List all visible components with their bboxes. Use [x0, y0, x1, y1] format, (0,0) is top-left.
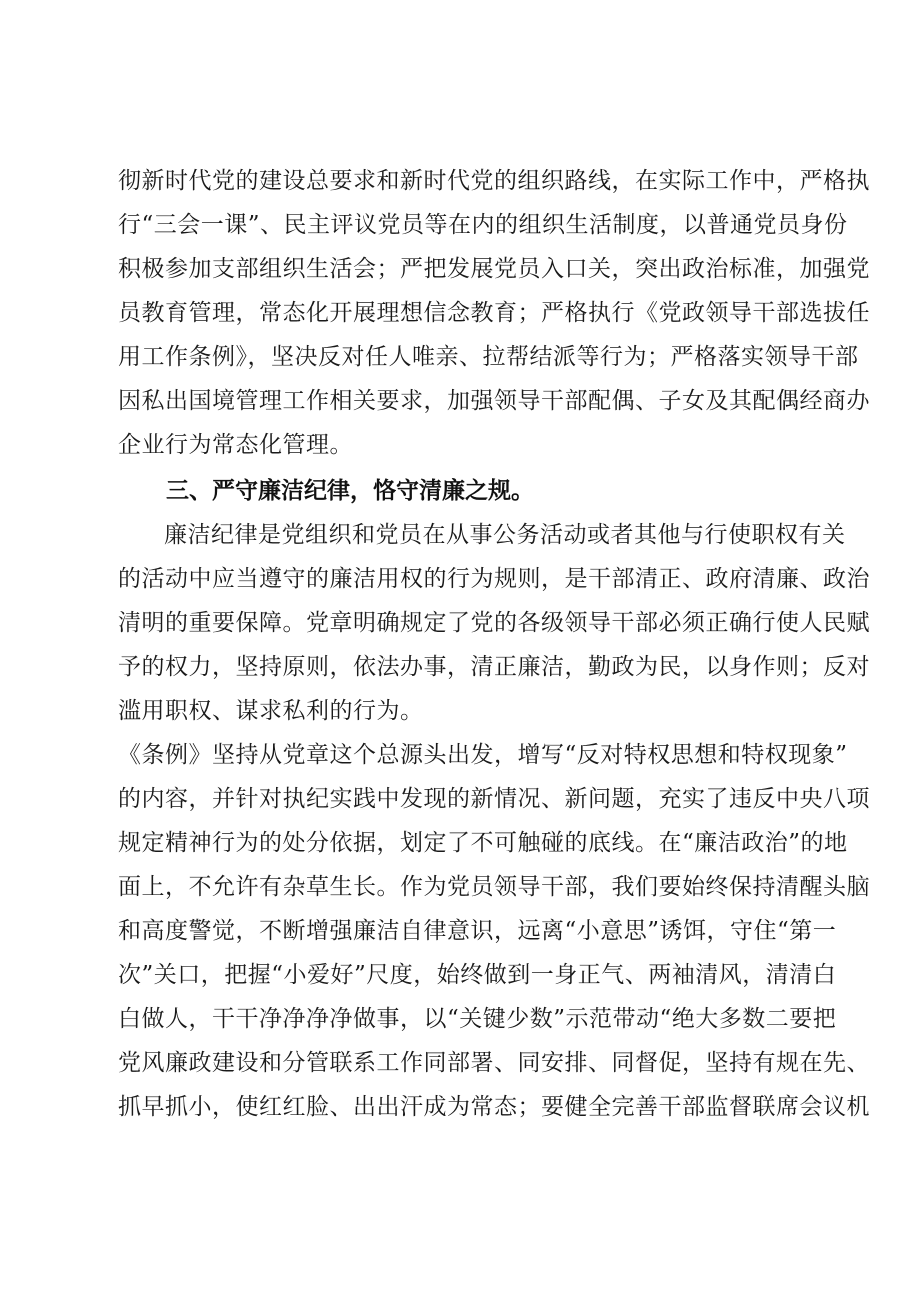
para1-line-3: 积极参加支部组织生活会；严把发展党员入口关，突出政治标准，加强党 [118, 256, 870, 282]
para2-line-4: 予的权力，坚持原则，依法办事，清正廉洁，勤政为民，以身作则；反对 [118, 654, 870, 680]
para3-line-6: 次”关口，把握“小爱好”尺度，始终做到一身正气、两袖清风，清清白 [118, 962, 837, 988]
para3-line-1: 《条例》坚持从党章这个总源头出发，增写“反对特权思想和特权现象” [118, 742, 848, 768]
para3-line-2: 的内容，并针对执纪实践中发现的新情况、新问题，充实了违反中央八项 [118, 786, 870, 812]
para3-line-4: 面上，不允许有杂草生长。作为党员领导干部，我们要始终保持清醒头脑 [118, 874, 870, 900]
para1-line-7: 企业行为常态化管理。 [118, 432, 353, 458]
para3-line-9: 抓早抓小，使红红脸、出出汗成为常态；要健全完善干部监督联席会议机 [118, 1094, 870, 1120]
para1-line-2: 行“三会一课”、民主评议党员等在内的组织生活制度，以普通党员身份 [118, 212, 848, 238]
para1-line-6: 因私出国境管理工作相关要求，加强领导干部配偶、子女及其配偶经商办 [118, 388, 870, 414]
para3-line-7: 白做人，干干净净净净做事，以“关键少数”示范带动“绝大多数二要把 [118, 1006, 837, 1032]
para1-line-5: 用工作条例》，坚决反对任人唯亲、拉帮结派等行为；严格落实领导干部 [118, 344, 859, 370]
section-heading: 三、严守廉洁纪律，恪守清廉之规。 [166, 478, 534, 504]
para3-line-3: 规定精神行为的处分依据，划定了不可触碰的底线。在“廉洁政治”的地 [118, 830, 848, 856]
para1-line-1: 彻新时代党的建设总要求和新时代党的组织路线，在实际工作中，严格执 [118, 168, 870, 194]
para2-line-5: 滥用职权、谋求私利的行为。 [118, 698, 424, 724]
para2-line-1: 廉洁纪律是党组织和党员在从事公务活动或者其他与行使职权有关 [164, 522, 846, 548]
para3-line-8: 党风廉政建设和分管联系工作同部署、同安排、同督促，坚持有规在先、 [118, 1050, 870, 1076]
para2-line-3: 清明的重要保障。党章明确规定了党的各级领导干部必须正确行使人民赋 [118, 610, 870, 636]
para3-line-5: 和高度警觉，不断增强廉洁自律意识，远离“小意思”诱饵，守住“第一 [118, 918, 837, 944]
para2-line-2: 的活动中应当遵守的廉洁用权的行为规则，是干部清正、政府清廉、政治 [118, 566, 870, 592]
para1-line-4: 员教育管理，常态化开展理想信念教育；严格执行《党政领导干部选拔任 [118, 300, 870, 326]
